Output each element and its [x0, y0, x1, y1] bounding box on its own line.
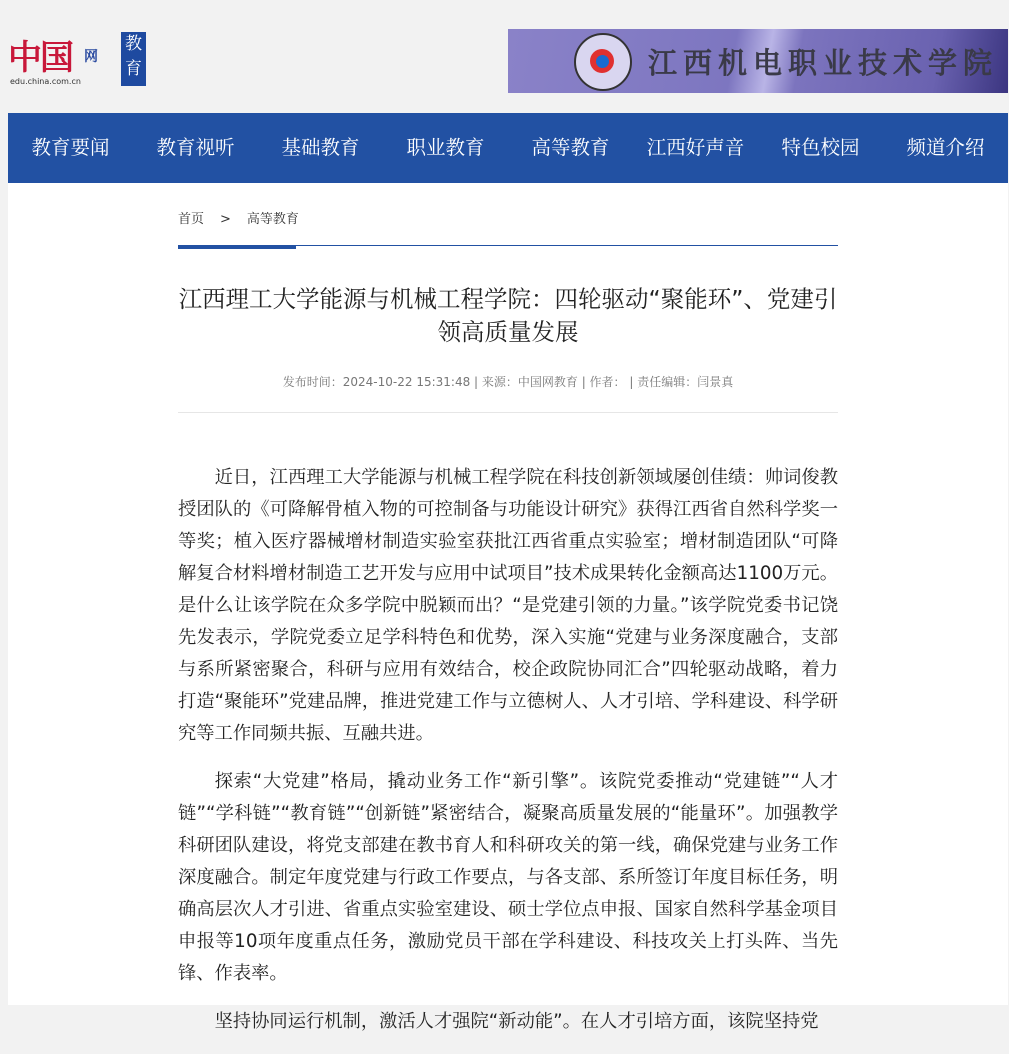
section-rule-accent [178, 245, 296, 249]
banner-text: 江西机电职业技术学院 [648, 46, 999, 80]
article-title: 江西理工大学能源与机械工程学院：四轮驱动“聚能环”、党建引领高质量发展 [178, 285, 838, 346]
main-nav [8, 113, 1008, 183]
meta-divider [178, 412, 838, 413]
logo-wang: 网 [84, 49, 98, 65]
content-page [8, 183, 1008, 1032]
college-banner-ad[interactable] [508, 29, 1008, 93]
nav-item-basic-education[interactable]: 基础教育 [281, 136, 360, 159]
college-seal-icon [574, 33, 632, 91]
nav-item-jiangxi-voice[interactable]: 江西好声音 [646, 136, 745, 159]
article-paragraph: 探索“大党建”格局，撬动业务工作“新引擎”。该院党委推动“党建链”“人才链”“学科链”“教育链”“创新链”紧密结合，凝聚高质量发展的“能量环”。加强教学科研团队建设，将党支部建在教书育人和科研攻关的第一线，确保党建与业务工作深度融合。制定年度党建与行政工作要点，与各支部、系所签订年度目标任务，明确高层次人才引进、省重点实验室建设、硕士学位点申报、国家自然科学基金项目申报等10项年度重点任务，激励党员干部在学科建设、科技攻关上打头阵、当先锋、作表率。 [178, 771, 838, 984]
nav-item-featured-campus[interactable]: 特色校园 [781, 136, 860, 159]
nav-item-video[interactable]: 教育视听 [156, 136, 235, 159]
article-paragraph: 近日，江西理工大学能源与机械工程学院在科技创新领域屡创佳绩：帅词俊教授团队的《可降解骨植入物的可控制备与功能设计研究》获得江西省自然科学奖一等奖；植入医疗器械增材制造实验室获批江西省重点实验室；增材制造团队“可降解复合材料增材制造工艺开发与应用中试项目”技术成果转化金额高达1100万元。是什么让该学院在众多学院中脱颖而出？“是党建引领的力量。”该学院党委书记饶先发表示，学院党委立足学科特色和优势，深入实施“党建与业务深度融合，支部与系所紧密聚合，科研与应用有效结合，校企政院协同汇合”四轮驱动战略，着力打造“聚能环”党建品牌，推进党建工作与立德树人、人才引培、学科建设、科学研究等工作同频共振、互融共进。 [178, 467, 838, 744]
logo-mark: 中国 [8, 38, 72, 78]
nav-item-channel-intro[interactable]: 频道介绍 [906, 136, 985, 159]
nav-item-news[interactable]: 教育要闻 [31, 136, 110, 159]
breadcrumb-separator: > [220, 212, 231, 227]
breadcrumb [178, 208, 299, 227]
article-paragraph: 坚持协同运行机制，激活人才强院“新动能”。在人才引培方面，该院坚持党 [214, 1011, 819, 1032]
nav-item-vocational-education[interactable]: 职业教育 [406, 136, 485, 159]
site-header [0, 0, 1009, 159]
breadcrumb-current[interactable]: 高等教育 [246, 212, 299, 227]
article-meta: 发布时间：2024-10-22 15:31:48 | 来源：中国网教育 | 作者： | 责任编辑：闫景真 [282, 375, 734, 389]
breadcrumb-home[interactable]: 首页 [178, 212, 205, 227]
nav-item-higher-education[interactable]: 高等教育 [531, 136, 610, 159]
logo-url: edu.china.com.cn [10, 77, 81, 86]
globe-icon [596, 55, 609, 68]
article-body [178, 462, 838, 1054]
china-com-edu-logo[interactable] [8, 30, 140, 88]
logo-edu-badge: 教育 [121, 32, 146, 86]
